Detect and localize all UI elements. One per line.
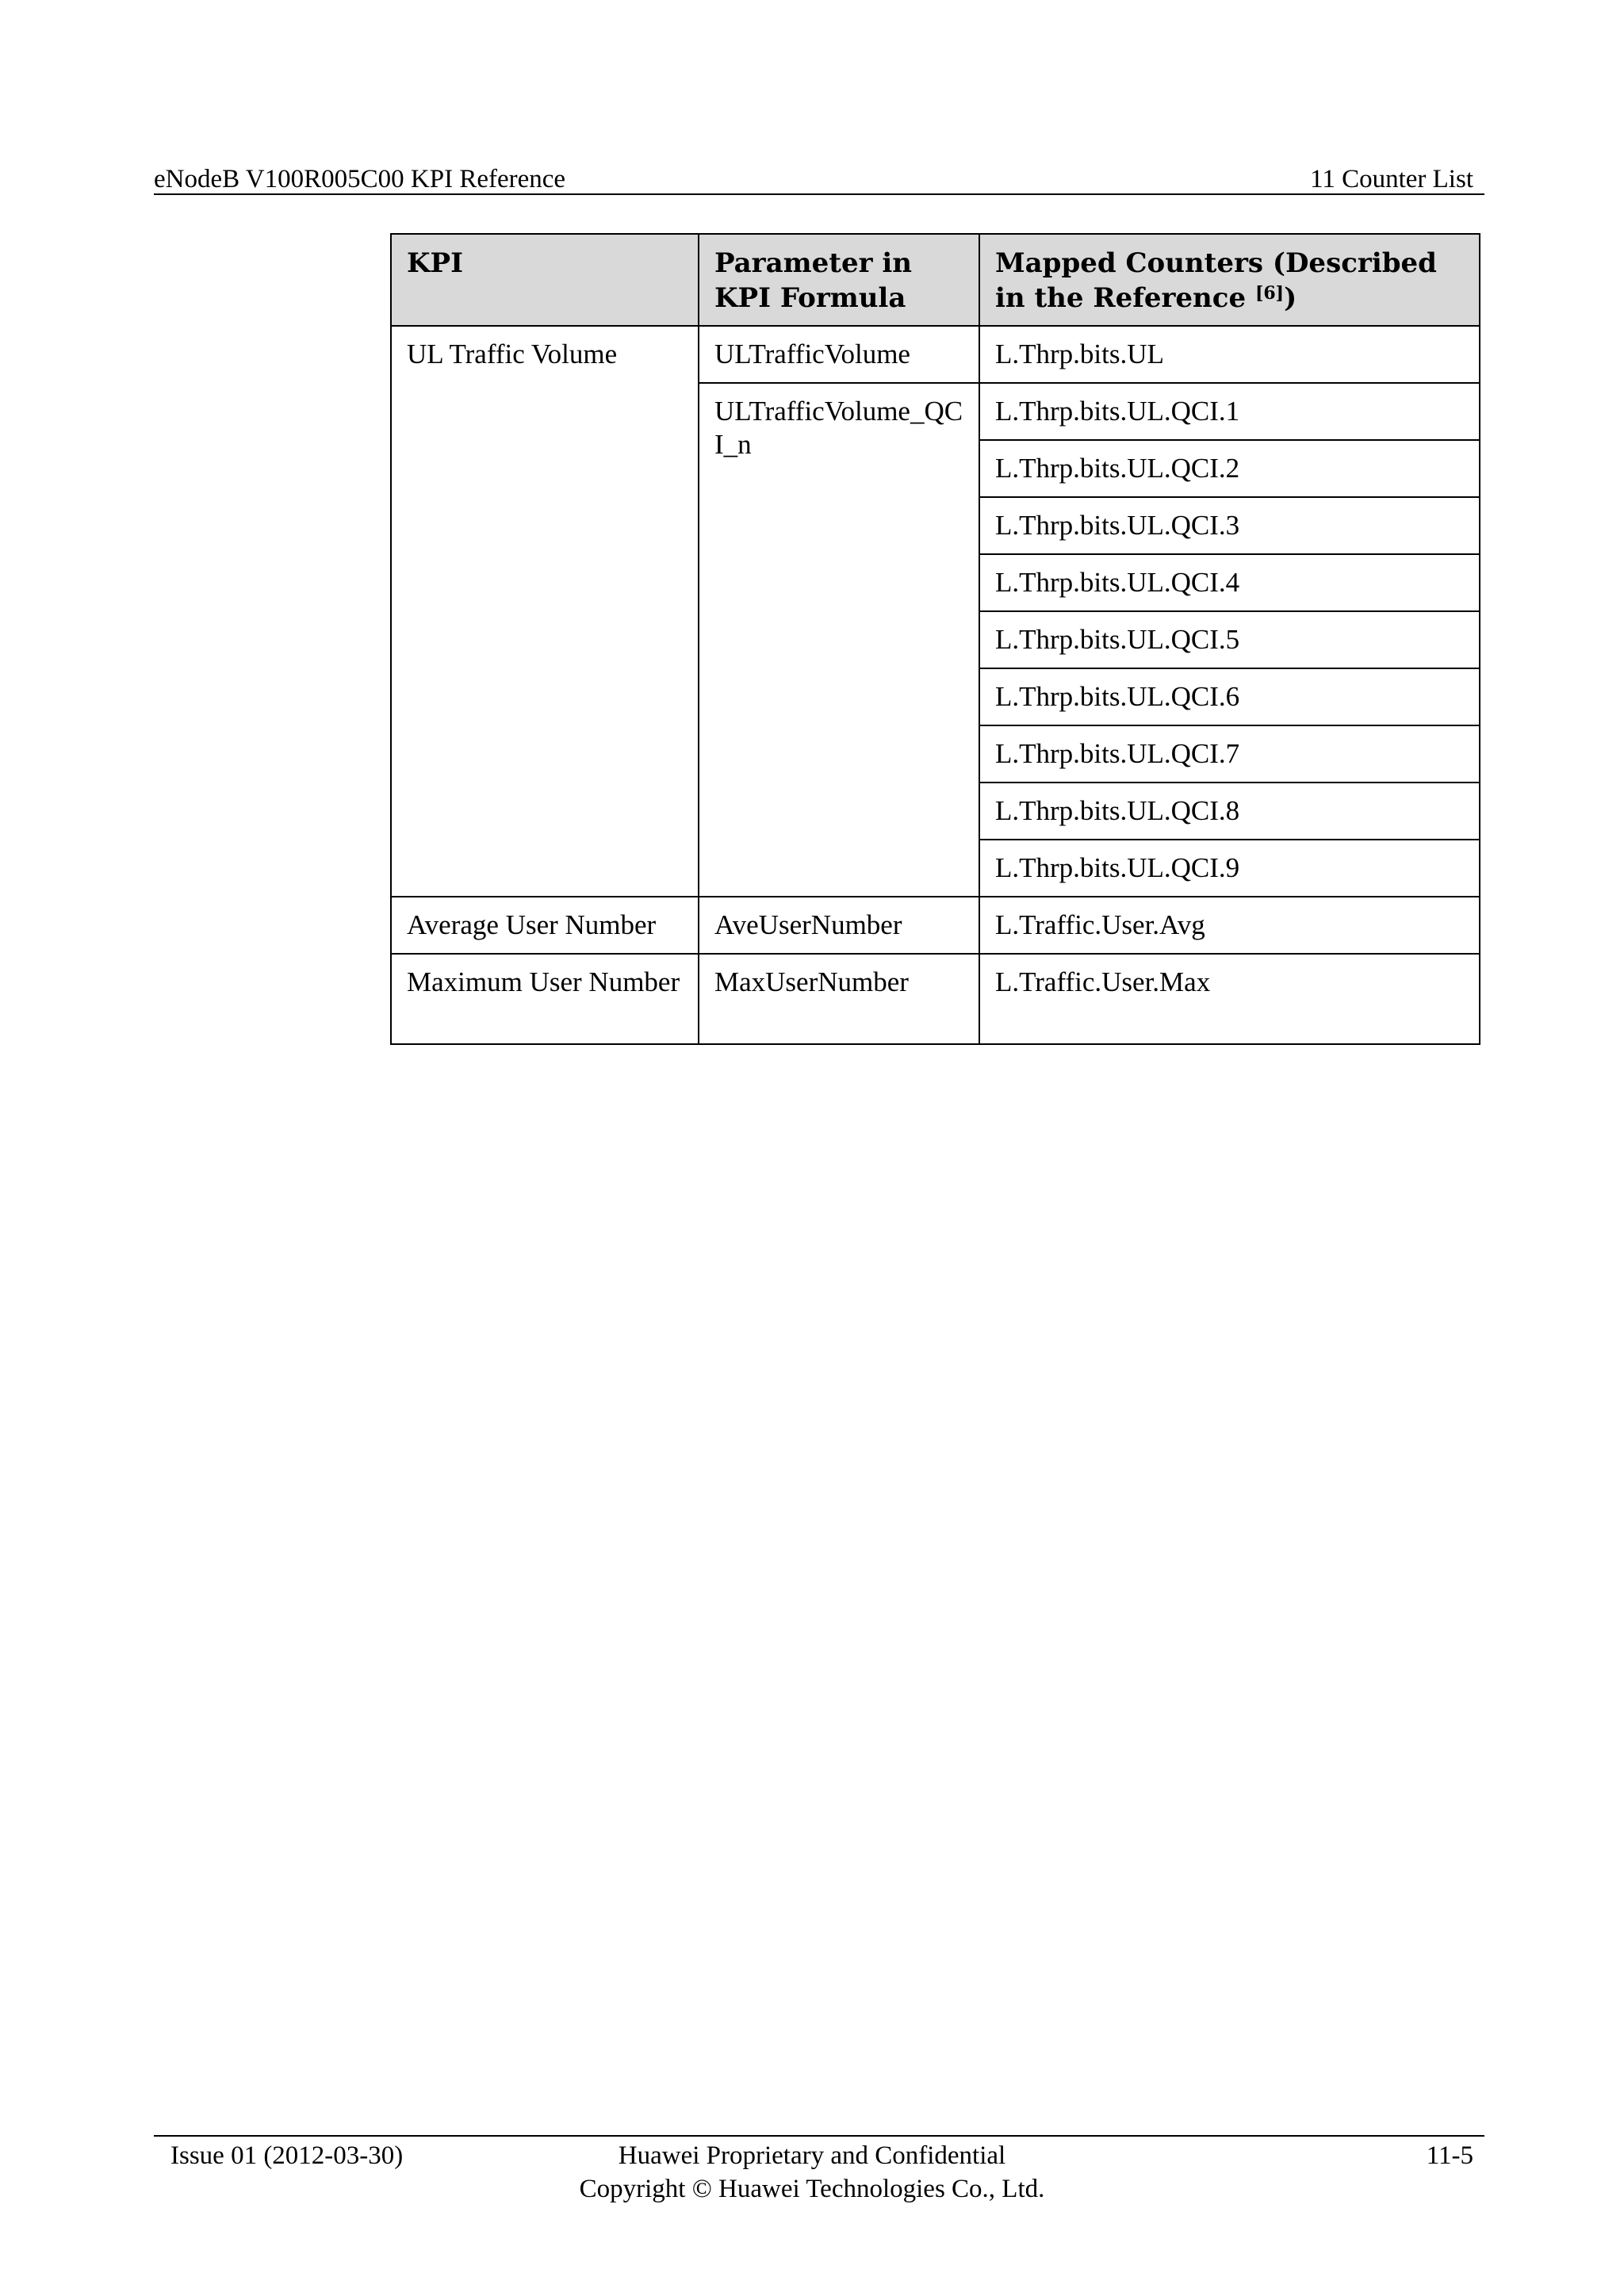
param-cell-average-user: AveUserNumber [699,897,979,954]
reference-superscript: [6] [1254,283,1285,304]
counter-cell-qci-4: L.Thrp.bits.UL.QCI.4 [979,554,1480,611]
counter-cell-qci-5: L.Thrp.bits.UL.QCI.5 [979,611,1480,668]
param-cell-maximum-user: MaxUserNumber [699,954,979,1044]
column-header-mapped-counters-text: Mapped Counters (Described in the Reference [995,247,1437,314]
counter-cell-qci-6: L.Thrp.bits.UL.QCI.6 [979,668,1480,725]
counter-cell-average-user: L.Traffic.User.Avg [979,897,1480,954]
kpi-cell-maximum-user: Maximum User Number [391,954,699,1044]
counter-cell-ul: L.Thrp.bits.UL [979,326,1480,383]
footer-issue: Issue 01 (2012-03-30) [170,2141,404,2170]
header-rule [154,193,1484,195]
kpi-cell-average-user: Average User Number [391,897,699,954]
running-header-chapter: 11 Counter List [1310,165,1473,193]
running-header-title: eNodeB V100R005C00 KPI Reference [154,165,566,193]
table-row [391,326,1480,383]
column-header-closing-paren: ) [1284,282,1297,314]
footer-copyright: Copyright © Huawei Technologies Co., Ltd. [579,2175,1045,2203]
footer-confidential: Huawei Proprietary and Confidential [618,2141,1006,2170]
column-header-parameter: Parameter in KPI Formula [699,234,979,326]
counter-cell-qci-3: L.Thrp.bits.UL.QCI.3 [979,497,1480,554]
column-header-kpi: KPI [391,234,699,326]
param-cell-ul-traffic-qci: ULTrafficVolume_QCI_n [699,383,979,897]
kpi-cell-ul-traffic: UL Traffic Volume [391,326,699,897]
kpi-counter-table [390,233,1480,1045]
footer-copyright-block [0,2139,1624,2206]
param-cell-ul-traffic: ULTrafficVolume [699,326,979,383]
counter-cell-qci-2: L.Thrp.bits.UL.QCI.2 [979,440,1480,497]
table-row [391,954,1480,1044]
counter-cell-qci-7: L.Thrp.bits.UL.QCI.7 [979,725,1480,783]
counter-cell-maximum-user: L.Traffic.User.Max [979,954,1480,1044]
table-header-row [391,234,1480,326]
footer-rule [154,2135,1484,2137]
footer-page-number: 11-5 [1426,2141,1473,2170]
counter-cell-qci-8: L.Thrp.bits.UL.QCI.8 [979,783,1480,840]
table-row [391,897,1480,954]
counter-cell-qci-1: L.Thrp.bits.UL.QCI.1 [979,383,1480,440]
counter-cell-qci-9: L.Thrp.bits.UL.QCI.9 [979,840,1480,897]
column-header-mapped-counters [979,234,1480,326]
